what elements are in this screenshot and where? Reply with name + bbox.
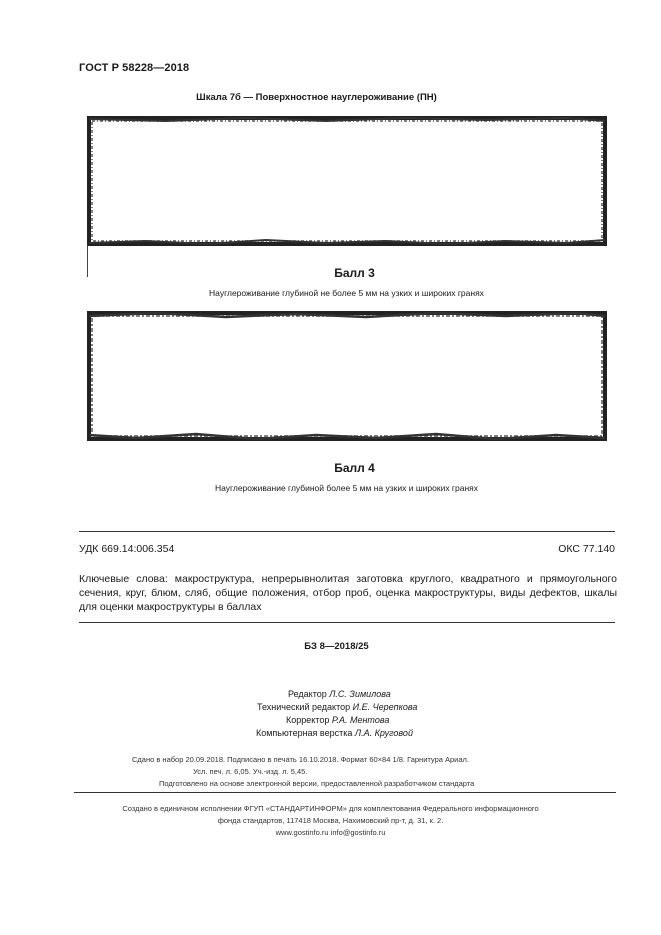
credit-name: И.Е. Черепкова xyxy=(352,702,418,712)
specimen-image-ball-4 xyxy=(86,310,608,442)
standard-number: ГОСТ Р 58228—2018 xyxy=(79,62,190,74)
oks-code: ОКС 77.140 xyxy=(558,543,615,555)
footer-line-1: Создано в единичном исполнении ФГУП «СТАНДАРТИНФОРМ» для комплектования Федерального информационного xyxy=(122,804,539,813)
ball-3-label: Балл 3 xyxy=(334,266,375,280)
publisher-footer xyxy=(0,803,661,839)
divider-bottom xyxy=(74,792,616,793)
ball-3-description: Науглероживание глубиной не более 5 мм на узких и широких гранях xyxy=(209,288,484,298)
divider-middle xyxy=(79,622,615,623)
credit-role: Компьютерная верстка xyxy=(256,728,353,738)
imprint-line-1: Сдано в набор 20.09.2018. Подписано в печать 16.10.2018. Формат 60×84 1/8. Гарнитура Ариал. xyxy=(132,755,469,764)
credit-corrector xyxy=(230,714,530,727)
credit-name: Р.А. Ментова xyxy=(331,715,390,725)
imprint xyxy=(132,754,474,790)
divider-top xyxy=(79,531,615,532)
credit-role: Редактор xyxy=(288,689,327,699)
bz-number: БЗ 8—2018/25 xyxy=(304,641,369,652)
keywords: Ключевые слова: макроструктура, непрерывнолитая заготовка круглого, квадратного и прямоугольного сечения, круг, блюм, сляб, общие положения, отбор проб, оценка макроструктуры, виды дефектов, шкалы для оценки макроструктуры в баллах xyxy=(79,573,617,613)
credit-role: Технический редактор xyxy=(257,702,351,712)
ball-4-description: Науглероживание глубиной более 5 мм на узких и широких гранях xyxy=(214,483,479,493)
credit-name: Л.С. Зимилова xyxy=(329,689,391,699)
credit-layout xyxy=(230,727,530,740)
credit-role: Корректор xyxy=(286,715,330,725)
footer-line-2: фонда стандартов, 117418 Москва, Нахимовский пр-т, д. 31, к. 2. xyxy=(217,816,444,825)
udk-code: УДК 669.14:006.354 xyxy=(79,543,175,555)
ball-4-label: Балл 4 xyxy=(334,461,375,475)
scale-title: Шкала 7б — Поверхностное науглероживание (ПН) xyxy=(196,92,437,103)
imprint-line-2: Усл. печ. л. 6,05. Уч.-изд. л. 5,45. xyxy=(193,767,308,776)
credit-tech-editor xyxy=(230,701,530,714)
imprint-line-3: Подготовлено на основе электронной версии, предоставленной разработчиком стандарта xyxy=(159,779,475,788)
credit-editor xyxy=(230,688,530,701)
credit-name: Л.А. Круговой xyxy=(354,728,413,738)
specimen-image-ball-3 xyxy=(86,115,608,247)
credits xyxy=(230,688,530,740)
footer-line-3: www.gostinfo.ru info@gostinfo.ru xyxy=(275,828,386,837)
